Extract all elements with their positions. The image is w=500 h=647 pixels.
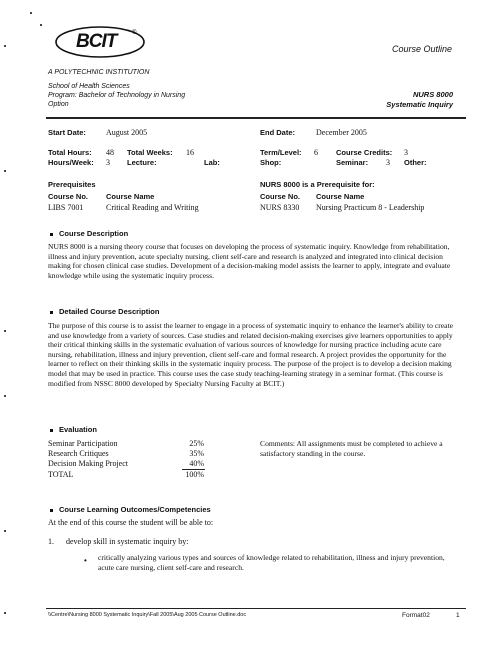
school-name: School of Health Sciences — [48, 83, 130, 90]
footer-file-path: \\Centre\Nursing 8000 Systematic Inquiry\Fall 2005\Aug 2005 Course Outline.doc — [48, 612, 247, 618]
lecture-label: Lecture: — [127, 158, 157, 167]
footer-page-number: 1 — [456, 612, 460, 619]
prereq-col-course-no: Course No. — [48, 192, 89, 201]
scan-speck — [4, 330, 6, 332]
course-title: Systematic Inquiry — [386, 100, 453, 109]
scan-speck — [40, 24, 42, 26]
total-weeks-label: Total Weeks: — [127, 148, 173, 157]
eval-item-name: Decision Making Project — [48, 459, 128, 468]
total-hours-value: 48 — [106, 148, 114, 157]
scan-speck — [4, 612, 6, 614]
seminar-label: Seminar: — [336, 158, 369, 167]
hours-week-value: 3 — [106, 158, 110, 167]
header-divider — [46, 117, 466, 119]
sub-bullet-icon: • — [84, 556, 87, 565]
section-bullet-icon — [50, 233, 53, 236]
prereq-col-course-name: Course Name — [106, 192, 155, 201]
end-date-label: End Date: — [260, 128, 296, 137]
term-level-value: 6 — [314, 148, 318, 157]
eval-item-pct: 40% — [189, 459, 204, 468]
bcit-logo — [50, 20, 150, 68]
outcomes-intro: At the end of this course the student will be able to: — [48, 518, 214, 527]
footer-divider — [46, 608, 466, 609]
scan-speck — [4, 170, 6, 172]
course-description-text: NURS 8000 is a nursing theory course that focuses on developing the process of systematic inquiry. Knowledge from rehabilitation, illness and injury prevention, acute specialty nursing, client self-care and research is analyzed and integrated into clinical decision making for chosen clinical case studies. Development of a decision-making model assists the learner to apply, integrate and evaluate knowledge while using the systematic inquiry process. — [48, 242, 451, 280]
prereq-for-course-no: NURS 8330 — [260, 203, 300, 212]
evaluation-comments: Comments: All assignments must be completed to achieve a satisfactory standing in the course. — [260, 439, 443, 458]
start-date-label: Start Date: — [48, 128, 86, 137]
seminar-value: 3 — [386, 158, 390, 167]
detailed-description-heading-text: Detailed Course Description — [59, 307, 160, 316]
detailed-description-text: The purpose of this course is to assist the learner to engage in a process of systematic inquiry to enhance the learner's ability to create and use knowledge from a variety of sources. Case studies and related decision-making exercises give learners opportunities to apply their critical thinking skills in the systematic evaluation of various sources of knowledge for nursing practice including acute care nursing, rehabilitation, illness and injury prevention, client self-care and formal research. A project provides the opportunity for the learner to reflect on their thinking skills in the systematic inquiry process. The purpose of the project is to develop a decision making model that may be used in practice. This course uses the case study teaching-learning strategy in a seminar format. (This course is modified from NSSC 8000 developed by Specialty Nursing Faculty at BCIT.) — [48, 321, 453, 388]
evaluation-heading-text: Evaluation — [59, 425, 97, 434]
scan-speck — [30, 12, 32, 14]
prereq-for-col-course-name: Course Name — [316, 192, 365, 201]
institution-tagline: A POLYTECHNIC INSTITUTION — [48, 69, 150, 76]
prerequisites-heading: Prerequisites — [48, 180, 96, 189]
eval-item-name: Seminar Participation — [48, 439, 118, 448]
hours-week-label: Hours/Week: — [48, 158, 94, 167]
outcome-number: 1. — [48, 537, 54, 546]
outcomes-heading — [50, 505, 211, 514]
total-hours-label: Total Hours: — [48, 148, 92, 157]
prereq-for-course-name: Nursing Practicum 8 - Leadership — [316, 203, 425, 212]
course-description-heading — [50, 229, 128, 238]
section-bullet-icon — [50, 429, 53, 432]
eval-item-pct: 35% — [189, 449, 204, 458]
prereq-for-heading: NURS 8000 is a Prerequisite for: — [260, 180, 375, 189]
program-name: Program: Bachelor of Technology in Nursing — [48, 92, 186, 99]
footer-form-code: Format02 — [402, 612, 430, 619]
eval-item-name: Research Critiques — [48, 449, 109, 458]
prereq-for-col-course-no: Course No. — [260, 192, 301, 201]
outcome-text: develop skill in systematic inquiry by: — [66, 537, 189, 546]
end-date-value: December 2005 — [316, 128, 367, 137]
section-bullet-icon — [50, 509, 53, 512]
lab-label: Lab: — [204, 158, 220, 167]
detailed-description-heading — [50, 307, 159, 316]
other-label: Other: — [404, 158, 427, 167]
start-date-value: August 2005 — [106, 128, 148, 137]
scan-speck — [4, 530, 6, 532]
shop-label: Shop: — [260, 158, 282, 167]
total-weeks-value: 16 — [186, 148, 194, 157]
outcomes-heading-text: Course Learning Outcomes/Competencies — [59, 505, 211, 514]
option-label: Option — [48, 101, 69, 108]
logo-registered-mark: ® — [132, 30, 137, 36]
logo-wordmark: BCIT — [76, 31, 117, 52]
eval-total-pct: 100% — [185, 470, 204, 479]
prereq-course-name: Critical Reading and Writing — [106, 203, 199, 212]
scan-speck — [4, 395, 6, 397]
term-level-label: Term/Level: — [260, 148, 302, 157]
doc-type-title: Course Outline — [392, 44, 453, 54]
course-credits-label: Course Credits: — [336, 148, 393, 157]
outcome-sub-item: critically analyzing various types and sources of knowledge related to rehabilitation, illness and injury prevention, acute care nursing, client self-care and research. — [98, 553, 445, 572]
course-code: NURS 8000 — [412, 90, 453, 99]
eval-item-pct: 25% — [189, 439, 204, 448]
eval-total-label: TOTAL — [48, 470, 74, 479]
scan-speck — [4, 45, 6, 47]
prereq-course-no: LIBS 7001 — [48, 203, 84, 212]
section-bullet-icon — [50, 311, 53, 314]
course-credits-value: 3 — [404, 148, 408, 157]
evaluation-heading — [50, 425, 97, 434]
course-description-heading-text: Course Description — [59, 229, 129, 238]
